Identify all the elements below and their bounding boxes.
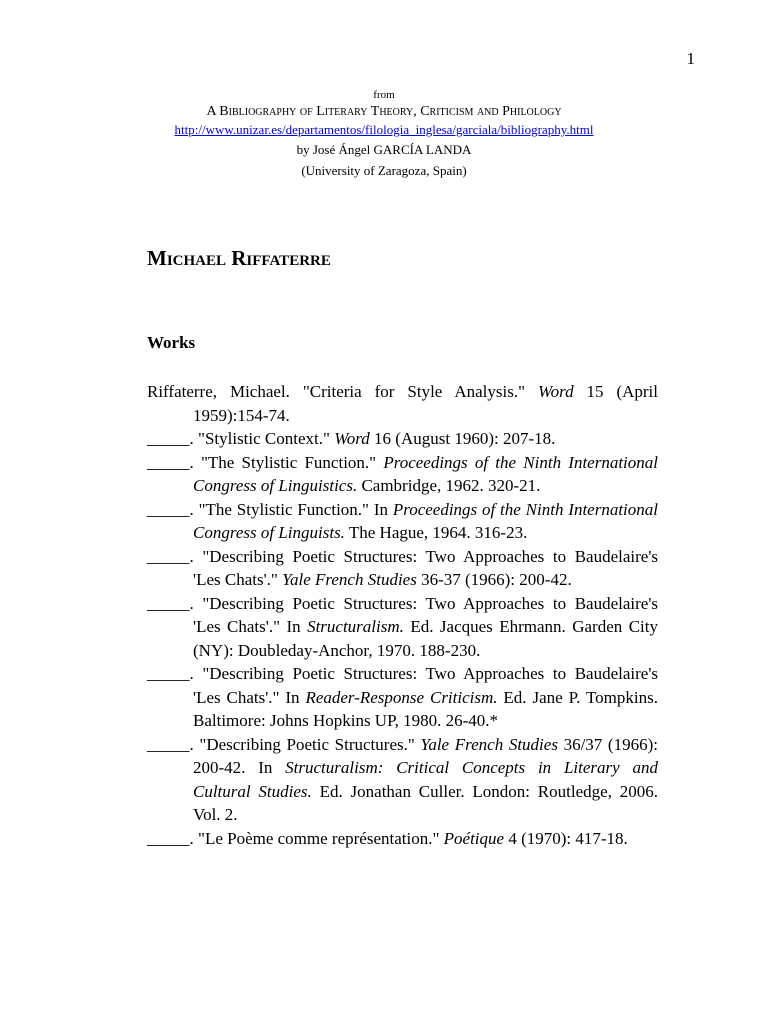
from-label: from <box>373 89 395 101</box>
bibliography-entry: _____. "Describing Poetic Structures: Two Approaches to Baudelaire's 'Les Chats'." In Reader-Response Criticism. Ed. Jane P. Tompkins. Baltimore: Johns Hopkins UP, 1980. 26-40.* <box>147 664 658 730</box>
bibliography-entry: Riffaterre, Michael. "Criteria for Style Analysis." Word 15 (April 1959):154-74. <box>147 382 659 425</box>
bibliography-entry: _____. "Describing Poetic Structures: Two Approaches to Baudelaire's 'Les Chats'." Yale French Studies 36-37 (1966): 200-42. <box>147 546 658 589</box>
bibliography-entry: _____. "Describing Poetic Structures: Two Approaches to Baudelaire's 'Les Chats'." In Structuralism. Ed. Jacques Ehrmann. Garden City (NY): Doubleday-Anchor, 1970. 188-230. <box>147 593 658 660</box>
compiler-line: by José Ángel GARCÍA LANDA <box>296 142 472 157</box>
section-heading-works: Works <box>147 333 196 352</box>
bibliography-title: A Bibliography of Literary Theory, Criticism and Philology <box>206 104 562 119</box>
page-number: 1 <box>686 49 695 68</box>
bibliography-entry: _____. "Describing Poetic Structures." Yale French Studies 36/37 (1966): 200-42. In Structuralism: Critical Concepts in Literary and Cultural Studies. Ed. Jonathan Culler. London: Routledge, 2006. Vol. 2. <box>147 734 658 824</box>
bibliography-entry-list <box>147 380 658 850</box>
bibliography-header <box>0 88 768 181</box>
bibliography-entry: _____. "The Stylistic Function." Proceedings of the Ninth International Congress of Linguistics. Cambridge, 1962. 320-21. <box>147 452 658 495</box>
bibliography-entry: _____. "Stylistic Context." Word 16 (August 1960): 207-18. <box>147 429 556 448</box>
bibliography-url-link[interactable]: http://www.unizar.es/departamentos/filologia_inglesa/garciala/bibliography.html <box>174 122 594 137</box>
author-heading: Michael Riffaterre <box>147 246 331 270</box>
bibliography-entry: _____. "Le Poème comme représentation." Poétique 4 (1970): 417-18. <box>147 828 628 848</box>
university-line: (University of Zaragoza, Spain) <box>301 163 467 178</box>
bibliography-entry: _____. "The Stylistic Function." In Proceedings of the Ninth International Congress of Linguists. The Hague, 1964. 316-23. <box>147 499 658 542</box>
